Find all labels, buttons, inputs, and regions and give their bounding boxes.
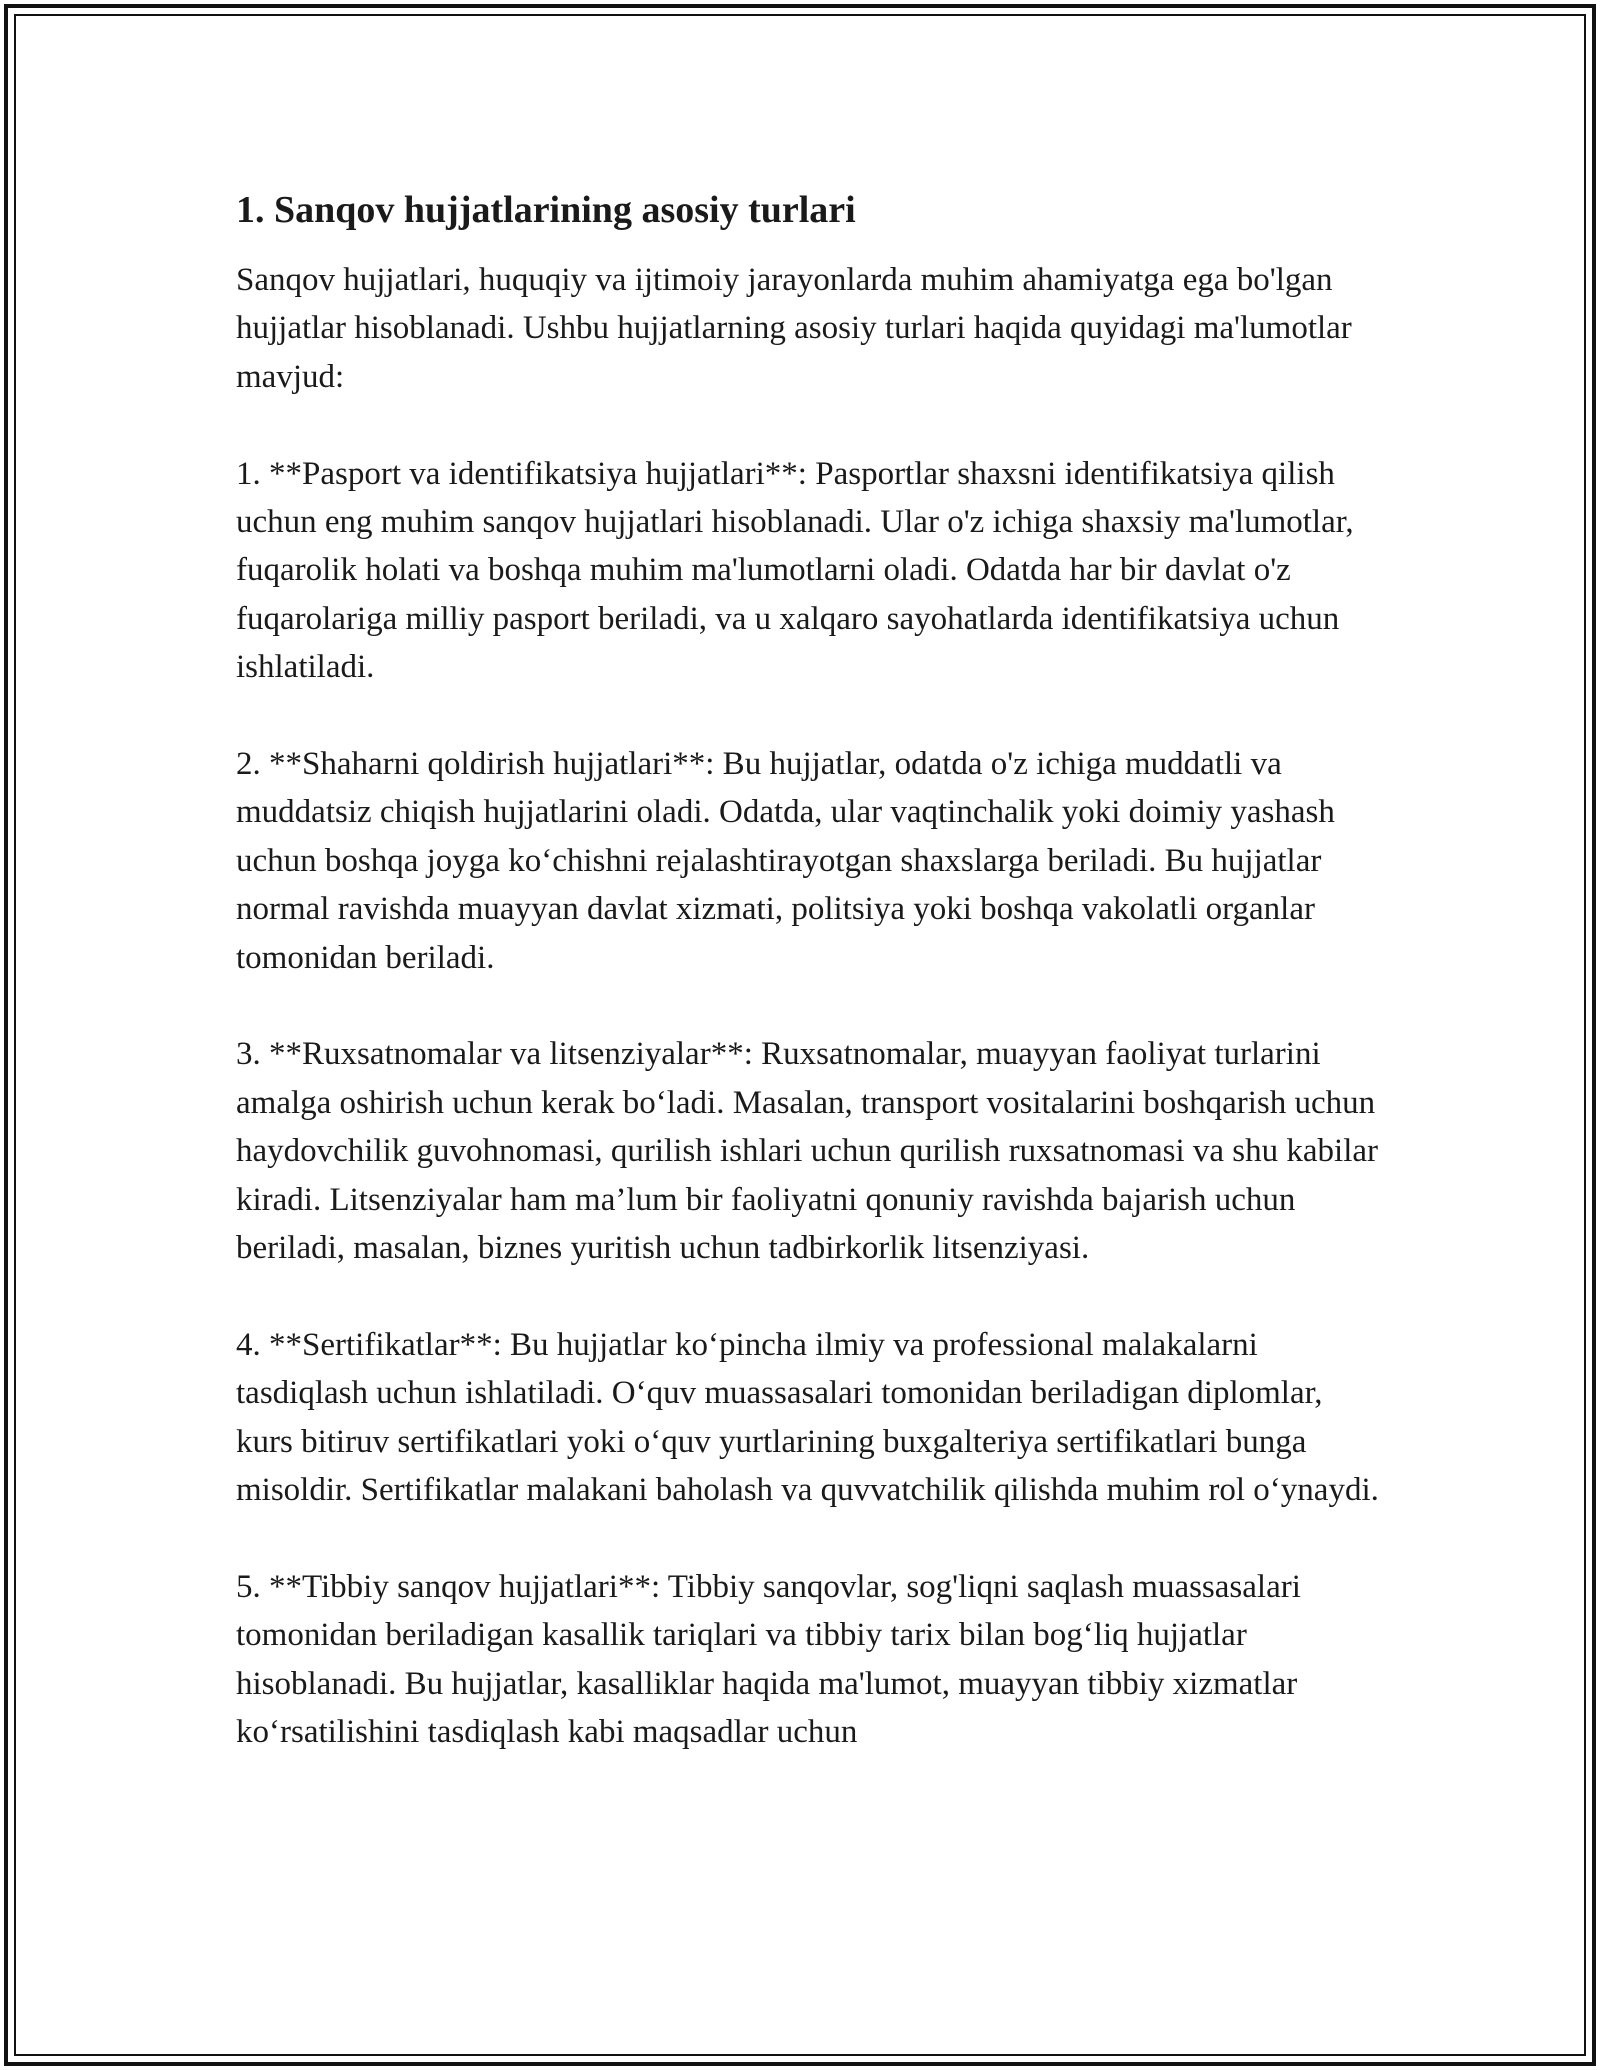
paragraph-item-2: 2. **Shaharni qoldirish hujjatlari**: Bu hujjatlar, odatda o'z ichiga muddatli va muddatsiz chiqish hujjatlarini oladi. Odatda, ular vaqtinchalik yoki doimiy yashash uchun boshqa joyga ko‘chishni rejalashtirayotgan shaxslarga beriladi. Bu hujjatlar normal ravishda muayyan davlat xizmati, politsiya yoki boshqa vakolatli organlar tomonidan beriladi. xyxy=(236,746,1335,976)
paragraph-item-5: 5. **Tibbiy sanqov hujjatlari**: Tibbiy sanqovlar, sog'liqni saqlash muassasalari tomonidan beriladigan kasallik tariqlari va tibbiy tarix bilan bog‘liq hujjatlar hisoblanadi. Bu hujjatlar, kasalliklar haqida ma'lumot, muayyan tibbiy xizmatlar ko‘rsatilishini tasdiqlash kabi maqsadlar uchun xyxy=(236,1568,1301,1751)
paragraph-item-1: 1. **Pasport va identifikatsiya hujjatlari**: Pasportlar shaxsni identifikatsiya qilish uchun eng muhim sanqov hujjatlari hisoblanadi. Ular o'z ichiga shaxsiy ma'lumotlar, fuqarolik holati va boshqa muhim ma'lumotlarni oladi. Odatda har bir davlat o'z fuqarolariga milliy pasport beriladi, va u xalqaro sayohatlarda identifikatsiya uchun ishlatiladi. xyxy=(236,455,1354,686)
paragraph-item-4: 4. **Sertifikatlar**: Bu hujjatlar ko‘pincha ilmiy va professional malakalarni tasdiqlash uchun ishlatiladi. O‘quv muassasalari tomonidan beriladigan diplomlar, kurs bitiruv sertifikatlari yoki o‘quv yurtlarining buxgalteriya sertifikatlari bunga misoldir. Sertifikatlar malakani baholash va quvvatchilik qilishda muhim rol o‘ynaydi. xyxy=(236,1326,1379,1509)
paragraph-intro: Sanqov hujjatlari, huquqiy va ijtimoiy jarayonlarda muhim ahamiyatga ega bo'lgan hujjatlar hisoblanadi. Ushbu hujjatlarning asosiy turlari haqida quyidagi ma'lumotlar mavjud: xyxy=(236,262,1352,395)
document-title: 1. Sanqov hujjatlarining asosiy turlari xyxy=(236,189,856,231)
paragraph-item-3: 3. **Ruxsatnomalar va litsenziyalar**: Ruxsatnomalar, muayyan faoliyat turlarini amalga oshirish uchun kerak bo‘ladi. Masalan, transport vositalarini boshqarish uchun haydovchilik guvohnomasi, qurilish ishlari uchun qurilish ruxsatnomasi va shu kabilar kiradi. Litsenziyalar ham ma’lum bir faoliyatni qonuniy ravishda bajarish uchun beriladi, masalan, biznes yuritish uchun tadbirkorlik litsenziyasi. xyxy=(236,1036,1379,1267)
document-page xyxy=(236,186,1386,1757)
